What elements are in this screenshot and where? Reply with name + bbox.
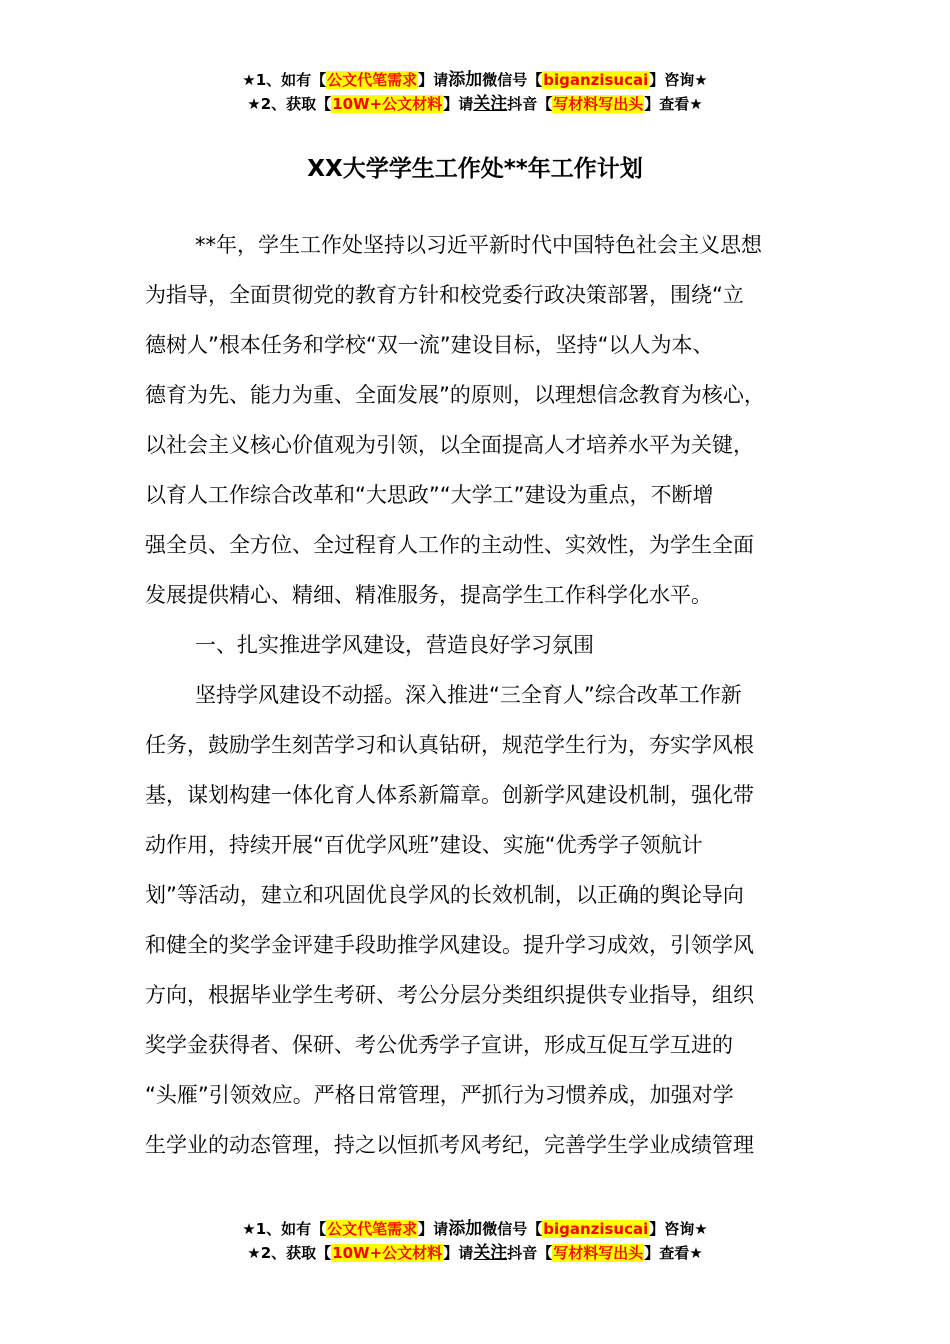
promo-douyin-id: 写材料写出头	[553, 1244, 644, 1262]
paragraph-line: 强全员、全方位、全过程育人工作的主动性、实效性，为学生全面	[145, 533, 754, 557]
promo-emphasis: 添加	[448, 1219, 483, 1239]
promo-header	[0, 68, 950, 116]
promo-highlight: 公文代笔需求	[327, 71, 418, 89]
promo-text: ★1、如有【	[242, 1220, 327, 1238]
promo-douyin-id: 写材料写出头	[553, 95, 644, 113]
promo-text: ★1、如有【	[242, 71, 327, 89]
paragraph-line: “头雁”引领效应。严格日常管理，严抓行为习惯养成，加强对学	[145, 1083, 734, 1107]
paragraph-line: 以社会主义核心价值观为引领，以全面提高人才培养水平为关键，	[145, 433, 754, 457]
promo-text: 】查看★	[644, 1244, 703, 1262]
promo-text: 微信号【	[482, 1220, 543, 1238]
paragraph-line: 生学业的动态管理，持之以恒抓考风考纪，完善学生学业成绩管理	[145, 1133, 754, 1157]
promo-text: 微信号【	[482, 71, 543, 89]
promo-highlight: 10W+公文材料	[332, 95, 443, 113]
paragraph-line: 基，谋划构建一体化育人体系新篇章。创新学风建设机制，强化带	[145, 783, 754, 807]
promo-emphasis: 关注	[473, 94, 508, 114]
promo-highlight: 公文代笔需求	[327, 1220, 418, 1238]
paragraph-line: 方向，根据毕业学生考研、考公分层分类组织提供专业指导，组织	[145, 983, 754, 1007]
promo-text: 】请	[418, 1220, 449, 1238]
document-body	[145, 220, 810, 1170]
promo-text: ★2、获取【	[247, 1244, 332, 1262]
paragraph-line: 任务，鼓励学生刻苦学习和认真钻研，规范学生行为，夯实学风根	[145, 733, 754, 757]
promo-text: 抖音【	[507, 95, 553, 113]
promo-text: 】请	[443, 1244, 474, 1262]
paragraph-line: 德育为先、能力为重、全面发展”的原则，以理想信念教育为核心，	[145, 383, 765, 407]
paragraph-line: 动作用，持续开展“百优学风班”建设、实施“优秀学子领航计	[145, 833, 703, 857]
promo-text: 抖音【	[507, 1244, 553, 1262]
paragraph-line: **年，学生工作处坚持以习近平新时代中国特色社会主义思想	[195, 233, 762, 257]
paragraph-line: 奖学金获得者、保研、考公优秀学子宣讲，形成互促互学互进的	[145, 1033, 733, 1057]
promo-line-2	[0, 1241, 950, 1265]
promo-wechat-id: biganzisucai	[543, 71, 649, 89]
paragraph-line: 划”等活动，建立和巩固优良学风的长效机制，以正确的舆论导向	[145, 883, 744, 907]
paragraph-line: 发展提供精心、精细、精准服务，提高学生工作科学化水平。	[145, 583, 712, 607]
promo-emphasis: 添加	[448, 70, 483, 90]
promo-text: 】请	[443, 95, 474, 113]
promo-footer	[0, 1217, 950, 1265]
promo-highlight: 10W+公文材料	[332, 1244, 443, 1262]
document-title: XX大学学生工作处**年工作计划	[307, 156, 643, 182]
paragraph-line: 和健全的奖学金评建手段助推学风建设。提升学习成效，引领学风	[145, 933, 754, 957]
section-heading: 一、扎实推进学风建设，营造良好学习氛围	[195, 633, 594, 657]
promo-emphasis: 关注	[473, 1243, 508, 1263]
paragraph-line: 德树人”根本任务和学校“双一流”建设目标，坚持“以人为本、	[145, 333, 714, 357]
promo-text: ★2、获取【	[247, 95, 332, 113]
promo-line-2	[0, 92, 950, 116]
promo-wechat-id: biganzisucai	[543, 1220, 649, 1238]
promo-line-1	[0, 68, 950, 92]
promo-text: 】请	[418, 71, 449, 89]
promo-text: 】查看★	[644, 95, 703, 113]
paragraph-line: 以育人工作综合改革和“大思政”“大学工”建设为重点，不断增	[145, 483, 714, 507]
paragraph-line: 坚持学风建设不动摇。深入推进“三全育人”综合改革工作新	[195, 683, 742, 707]
paragraph-line: 为指导，全面贯彻党的教育方针和校党委行政决策部署，围绕“立	[145, 283, 744, 307]
promo-text: 】咨询★	[649, 1220, 708, 1238]
promo-line-1	[0, 1217, 950, 1241]
promo-text: 】咨询★	[649, 71, 708, 89]
